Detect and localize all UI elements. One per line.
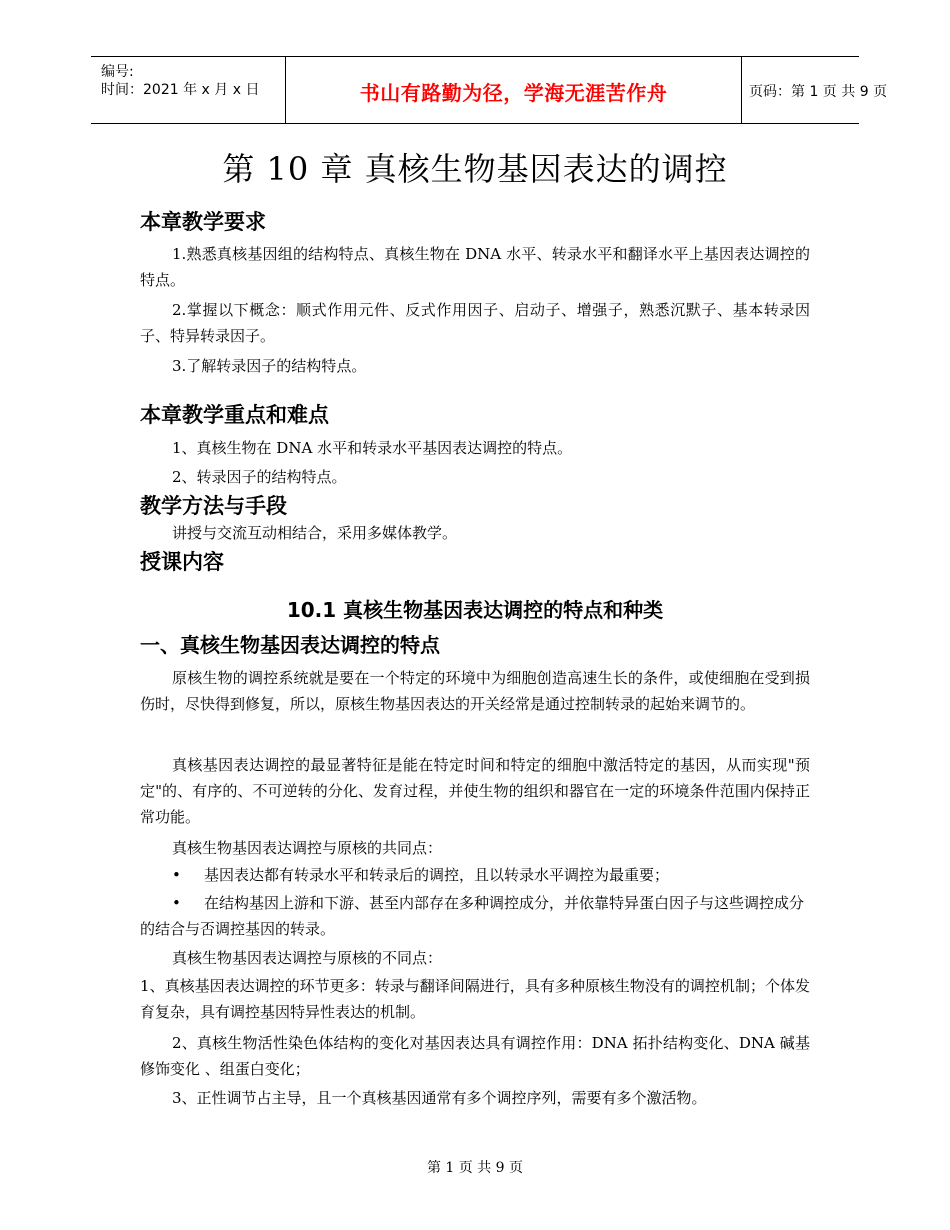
doc-number-label: 编号: xyxy=(101,64,134,80)
header-table xyxy=(91,56,888,124)
difference-3: 3、正性调节占主导，且一个真核基因通常有多个调控序列，需要有多个激活物。 xyxy=(172,1089,707,1107)
difference-2: 2、真核生物活性染色体结构的变化对基因表达具有调控作用：DNA 拓扑结构变化、DNA 碱基修饰变化 、组蛋白变化； xyxy=(140,1034,810,1078)
header-left-cell xyxy=(91,57,285,123)
difference-1: 1、真核基因表达调控的环节更多：转录与翻译间隔进行，具有多种原核生物没有的调控机制；个体发育复杂，具有调控基因特异性表达的机制。 xyxy=(140,977,810,1021)
bullet-text: 在结构基因上游和下游、甚至内部存在多种调控成分，并依靠特异蛋白因子与这些调控成分的结合与否调控基因的转录。 xyxy=(140,894,805,938)
header-right-cell xyxy=(741,57,888,123)
heading-requirements: 本章教学要求 xyxy=(140,210,266,234)
header-mid-cell xyxy=(285,57,742,123)
page-info: 页码：第 1 页 共 9 页 xyxy=(749,84,888,100)
heading-key-points: 本章教学重点和难点 xyxy=(140,403,329,427)
subsection-1-title: 一、真核生物基因表达调控的特点 xyxy=(140,633,440,657)
doc-time-label: 时间：2021 年 x 月 x 日 xyxy=(101,82,260,98)
requirement-2: 2.掌握以下概念：顺式作用元件、反式作用因子、启动子、增强子，熟悉沉默子、基本转录因子、特异转录因子。 xyxy=(140,301,810,345)
paragraph-4: 真核生物基因表达调控与原核的不同点： xyxy=(172,949,443,967)
paragraph-2: 真核基因表达调控的最显著特征是能在特定时间和特定的细胞中激活特定的基因，从而实现"预定"的、有序的、不可逆转的分化、发育过程，并使生物的组织和器官在一定的环境条件范围内保持正常功能。 xyxy=(140,756,810,826)
requirement-3: 3.了解转录因子的结构特点。 xyxy=(172,357,367,375)
methods-text: 讲授与交流互动相结合，采用多媒体教学。 xyxy=(172,524,458,542)
key-point-2: 2、转录因子的结构特点。 xyxy=(172,468,347,486)
heading-methods: 教学方法与手段 xyxy=(140,494,287,518)
heading-content: 授课内容 xyxy=(140,550,224,574)
bullet-item-2 xyxy=(140,890,810,942)
chapter-title: 第 10 章 真核生物基因表达的调控 xyxy=(222,150,728,188)
bullet-dot: • xyxy=(172,866,181,884)
bullet-item-1 xyxy=(140,862,810,888)
motto-text: 书山有路勤为径，学海无涯苦作舟 xyxy=(359,81,668,105)
section-10-1-title: 10.1 真核生物基因表达调控的特点和种类 xyxy=(286,598,664,622)
paragraph-3: 真核生物基因表达调控与原核的共同点： xyxy=(172,839,443,857)
paragraph-1: 原核生物的调控系统就是要在一个特定的环境中为细胞创造高速生长的条件，或使细胞在受到损伤时，尽快得到修复，所以，原核生物基因表达的开关经常是通过控制转录的起始来调节的。 xyxy=(140,669,810,713)
requirement-1: 1.熟悉真核基因组的结构特点、真核生物在 DNA 水平、转录水平和翻译水平上基因表达调控的特点。 xyxy=(140,245,810,289)
bullet-text: 基因表达都有转录水平和转录后的调控，且以转录水平调控为最重要； xyxy=(204,866,670,884)
bullet-dot: • xyxy=(172,894,181,912)
key-point-1: 1、真核生物在 DNA 水平和转录水平基因表达调控的特点。 xyxy=(172,439,573,457)
page-footer: 第 1 页 共 9 页 xyxy=(426,1160,524,1176)
